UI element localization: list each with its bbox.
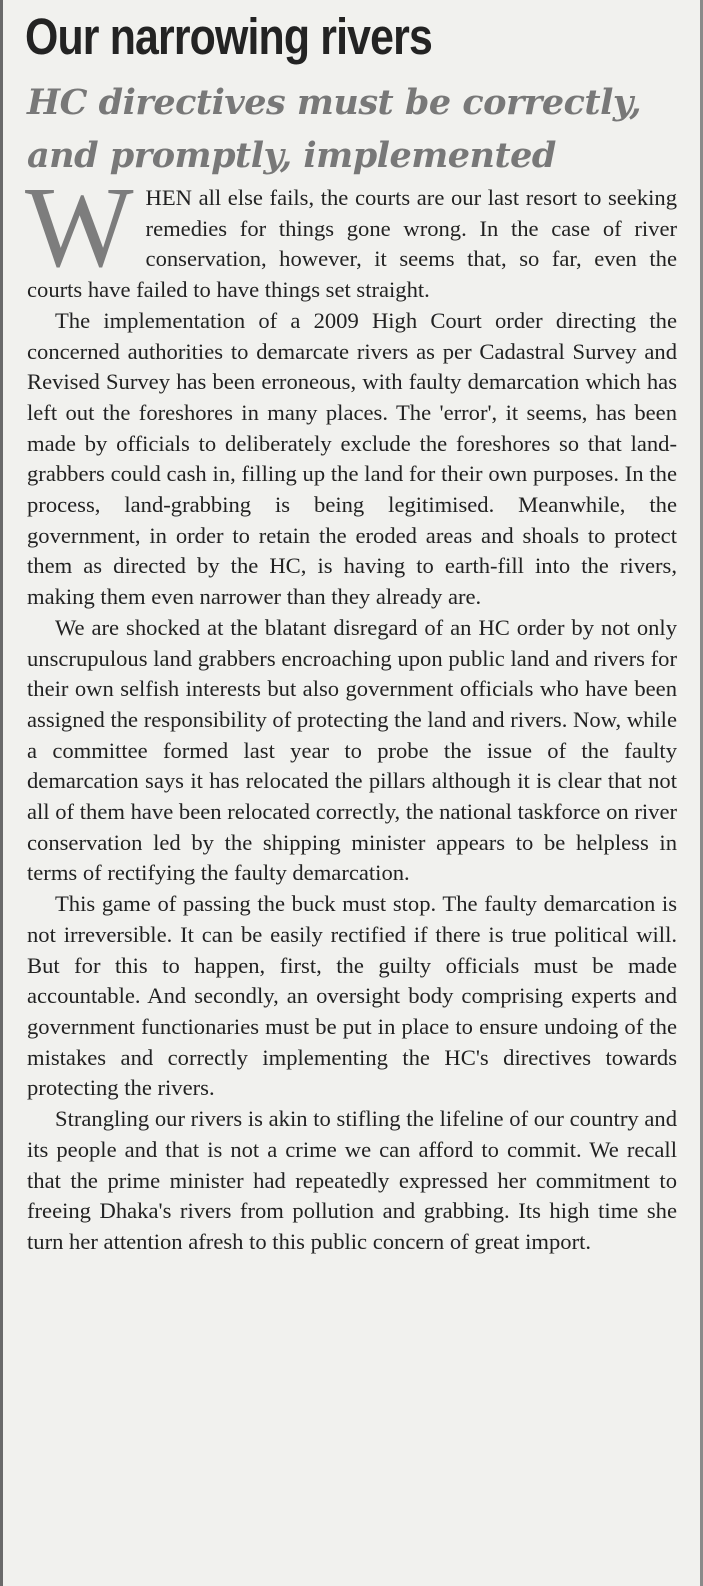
- paragraph-1: [25, 164, 677, 306]
- paragraph-4: This game of passing the buck must stop. The faulty demarcation is not irreversible. It can be easily rectified if there is true political will. But for this to happen, first, the guilty officials must be made accountable. And secondly, an oversight body comprising experts and government functionaries must be put in place to ensure undoing of the mistakes and correctly implementing the HC's directives towards protecting the rivers.: [27, 891, 677, 1101]
- drop-cap: W: [25, 164, 134, 291]
- paragraph-1-text: HEN all else fails, the courts are our last resort to seeking remedies for things gone wrong. In the case of river conservation, however, it seems that, so far, even the courts have failed to have things set straight.: [27, 185, 677, 303]
- paragraph-2: The implementation of a 2009 High Court order directing the concerned authorities to demarcate rivers as per Cadastral Survey and Revised Survey has been erroneous, with faulty demarcation which has left out the foreshores in many places. The 'error', it seems, has been made by officials to deliberately exclude the foreshores so that land-grabbers could cash in, filling up the land for their own purposes. In the process, land-grabbing is being legitimised. Meanwhile, the government, in order to retain the eroded areas and shoals to protect them as directed by the HC, is having to earth-fill into the rivers, making them even narrower than they already are.: [27, 307, 677, 610]
- paragraph-3: We are shocked at the blatant disregard of an HC order by not only unscrupulous land grabbers encroaching upon public land and rivers for their own selfish interests but also government officials who have been assigned the responsibility of protecting the land and rivers. Now, while a committee formed last year to probe the issue of the faulty demarcation says it has relocated the pillars although it is clear that not all of them have been relocated correctly, the national taskforce on river conservation led by the shipping minister appears to be helpless in terms of rectifying the faulty demarcation.: [27, 614, 677, 886]
- subheadline: HC directives must be correctly, and promptly, implemented: [27, 82, 642, 176]
- headline: Our narrowing rivers: [25, 8, 432, 65]
- paragraph-5: Strangling our rivers is akin to stifling the lifeline of our country and its people and that is not a crime we can afford to commit. We recall that the prime minister had repeatedly expressed her commitment to freeing Dhaka's rivers from pollution and grabbing. Its high time she turn her attention afresh to this public concern of great import.: [27, 1106, 677, 1254]
- article-body: [25, 164, 677, 1258]
